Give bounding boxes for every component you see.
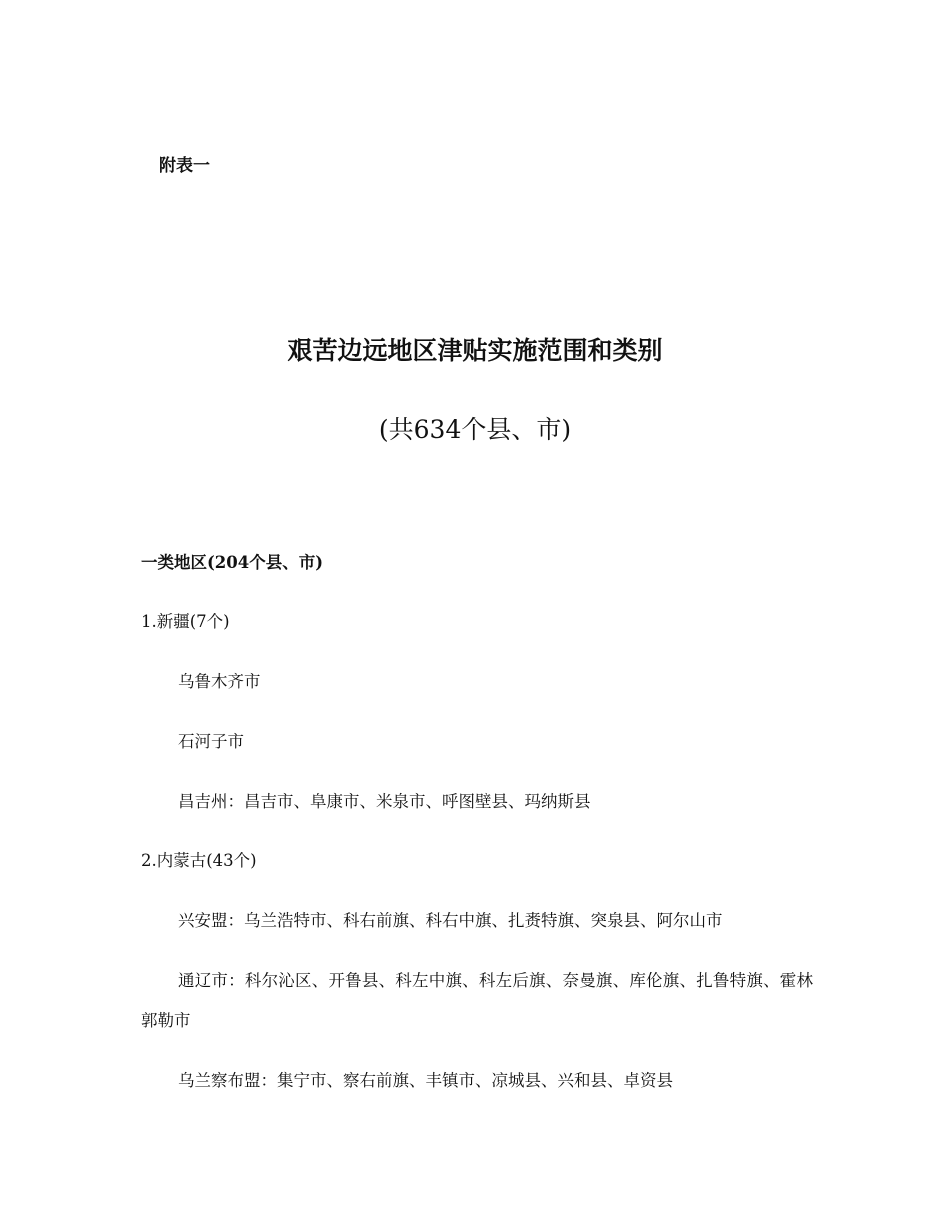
list-item: 石河子市 [178, 732, 244, 751]
attachment-label: 附表一 [159, 156, 210, 176]
document-subtitle: (共634个县、市) [378, 415, 572, 444]
region-heading-inner-mongolia: 2.内蒙古(43个) [141, 851, 257, 870]
list-item: 兴安盟：乌兰浩特市、科右前旗、科右中旗、扎赉特旗、突泉县、阿尔山市 [178, 911, 723, 930]
list-item: 通辽市：科尔沁区、开鲁县、科左中旗、科左后旗、奈曼旗、库伦旗、扎鲁特旗、霍林郭勒市 [141, 971, 813, 1030]
section-heading: 一类地区(204个县、市) [141, 553, 324, 572]
region-heading-xinjiang: 1.新疆(7个) [141, 612, 230, 631]
list-item: 乌鲁木齐市 [178, 672, 261, 691]
list-item: 昌吉州：昌吉市、阜康市、米泉市、呼图壁县、玛纳斯县 [178, 792, 591, 811]
list-item: 乌兰察布盟：集宁市、察右前旗、丰镇市、凉城县、兴和县、卓资县 [178, 1071, 673, 1090]
document-title: 艰苦边远地区津贴实施范围和类别 [287, 336, 663, 365]
